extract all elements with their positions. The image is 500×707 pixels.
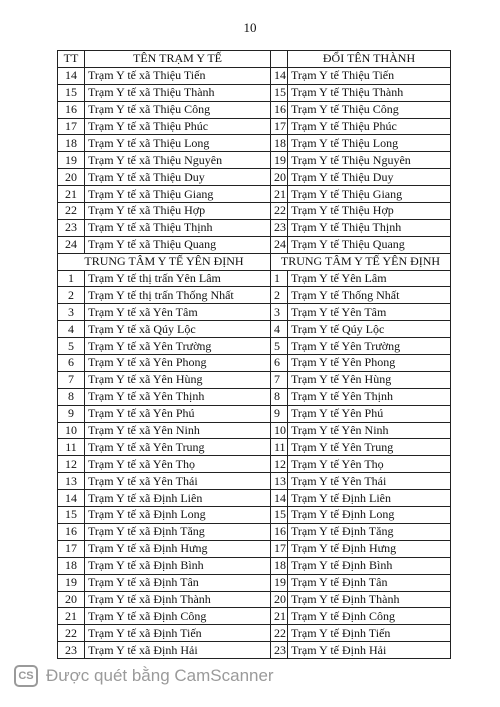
watermark-text: Được quét bằng CamScanner <box>46 666 274 685</box>
row-number-new: 23 <box>271 642 288 659</box>
table-row <box>58 118 451 135</box>
header-station-name: TÊN TRẠM Y TẾ <box>85 51 271 68</box>
station-new-name: Trạm Y tế Định Bình <box>288 557 451 574</box>
table-row <box>58 456 451 473</box>
table-row <box>58 473 451 490</box>
row-number: 11 <box>58 439 85 456</box>
row-number-new: 17 <box>271 540 288 557</box>
row-number-new: 10 <box>271 422 288 439</box>
row-number-new: 20 <box>271 591 288 608</box>
table-row <box>58 540 451 557</box>
table-row <box>58 186 451 203</box>
row-number: 18 <box>58 135 85 152</box>
row-number: 12 <box>58 456 85 473</box>
row-number-new: 3 <box>271 304 288 321</box>
station-name: Trạm Y tế xã Thiệu Duy <box>85 169 271 186</box>
row-number-new: 11 <box>271 439 288 456</box>
row-number-new: 14 <box>271 490 288 507</box>
station-new-name: Trạm Y tế Thiệu Hợp <box>288 203 451 220</box>
table-row <box>58 422 451 439</box>
row-number: 21 <box>58 186 85 203</box>
table-row <box>58 203 451 220</box>
row-number: 3 <box>58 304 85 321</box>
row-number: 20 <box>58 591 85 608</box>
station-name: Trạm Y tế xã Thiệu Công <box>85 101 271 118</box>
station-new-name: Trạm Y tế Yên Trường <box>288 338 451 355</box>
row-number: 7 <box>58 371 85 388</box>
station-name: Trạm Y tế xã Qúy Lộc <box>85 321 271 338</box>
table-row <box>58 304 451 321</box>
row-number: 24 <box>58 236 85 253</box>
page-number: 10 <box>243 20 257 35</box>
station-name: Trạm Y tế xã Thiệu Thành <box>85 84 271 101</box>
station-new-name: Trạm Y tế Thiệu Phúc <box>288 118 451 135</box>
station-new-name: Trạm Y tế Định Long <box>288 507 451 524</box>
row-number: 8 <box>58 388 85 405</box>
station-name: Trạm Y tế xã Định Bình <box>85 557 271 574</box>
table-row <box>58 642 451 659</box>
row-number: 19 <box>58 152 85 169</box>
station-name: Trạm Y tế xã Định Tiến <box>85 625 271 642</box>
row-number-new: 19 <box>271 574 288 591</box>
row-number: 14 <box>58 67 85 84</box>
table-row <box>58 405 451 422</box>
station-name: Trạm Y tế xã Định Tân <box>85 574 271 591</box>
row-number: 13 <box>58 473 85 490</box>
station-new-name: Trạm Y tế Yên Trung <box>288 439 451 456</box>
row-number: 9 <box>58 405 85 422</box>
station-new-name: Trạm Y tế Định Hưng <box>288 540 451 557</box>
table-row <box>58 507 451 524</box>
row-number-new: 2 <box>271 287 288 304</box>
row-number-new: 7 <box>271 371 288 388</box>
station-name: Trạm Y tế xã Thiệu Phúc <box>85 118 271 135</box>
row-number: 1 <box>58 270 85 287</box>
station-name: Trạm Y tế xã Yên Phong <box>85 355 271 372</box>
row-number: 16 <box>58 523 85 540</box>
row-number: 16 <box>58 101 85 118</box>
row-number-new: 18 <box>271 135 288 152</box>
station-new-name: Trạm Y tế Định Thành <box>288 591 451 608</box>
station-name: Trạm Y tế xã Yên Trường <box>85 338 271 355</box>
station-name: Trạm Y tế xã Định Long <box>85 507 271 524</box>
row-number-new: 6 <box>271 355 288 372</box>
table-header-row <box>58 51 451 68</box>
table-row <box>58 557 451 574</box>
station-new-name: Trạm Y tế Thiệu Công <box>288 101 451 118</box>
section-title-new: TRUNG TÂM Y TẾ YÊN ĐỊNH <box>271 253 451 270</box>
station-new-name: Trạm Y tế Yên Thái <box>288 473 451 490</box>
row-number: 20 <box>58 169 85 186</box>
table-row <box>58 287 451 304</box>
table-row <box>58 338 451 355</box>
row-number-new: 20 <box>271 169 288 186</box>
row-number: 6 <box>58 355 85 372</box>
row-number-new: 19 <box>271 152 288 169</box>
row-number-new: 17 <box>271 118 288 135</box>
row-number: 17 <box>58 118 85 135</box>
station-name: Trạm Y tế xã Yên Phú <box>85 405 271 422</box>
row-number: 15 <box>58 507 85 524</box>
station-new-name: Trạm Y tế Yên Phú <box>288 405 451 422</box>
station-new-name: Trạm Y tế Yên Tâm <box>288 304 451 321</box>
station-name: Trạm Y tế xã Thiệu Tiến <box>85 67 271 84</box>
row-number: 4 <box>58 321 85 338</box>
header-tt: TT <box>58 51 85 68</box>
station-name: Trạm Y tế thị trấn Yên Lâm <box>85 270 271 287</box>
station-new-name: Trạm Y tế Định Liên <box>288 490 451 507</box>
station-name: Trạm Y tế xã Yên Tâm <box>85 304 271 321</box>
station-name: Trạm Y tế xã Yên Thái <box>85 473 271 490</box>
row-number-new: 16 <box>271 101 288 118</box>
station-new-name: Trạm Y tế Định Công <box>288 608 451 625</box>
row-number-new: 18 <box>271 557 288 574</box>
row-number-new: 22 <box>271 625 288 642</box>
row-number: 14 <box>58 490 85 507</box>
table-row <box>58 270 451 287</box>
table-row <box>58 574 451 591</box>
station-new-name: Trạm Y tế Định Tân <box>288 574 451 591</box>
station-new-name: Trạm Y tế Qúy Lộc <box>288 321 451 338</box>
row-number: 21 <box>58 608 85 625</box>
station-name: Trạm Y tế xã Thiệu Giang <box>85 186 271 203</box>
row-number-new: 15 <box>271 507 288 524</box>
row-number: 15 <box>58 84 85 101</box>
table-row <box>58 625 451 642</box>
station-new-name: Trạm Y tế Thiệu Thịnh <box>288 219 451 236</box>
station-new-name: Trạm Y tế Thiệu Thành <box>288 84 451 101</box>
station-name: Trạm Y tế xã Định Hưng <box>85 540 271 557</box>
station-name: Trạm Y tế xã Thiệu Nguyên <box>85 152 271 169</box>
row-number-new: 8 <box>271 388 288 405</box>
table-row <box>58 490 451 507</box>
table-row <box>58 371 451 388</box>
station-name: Trạm Y tế xã Yên Trung <box>85 439 271 456</box>
row-number: 2 <box>58 287 85 304</box>
station-name: Trạm Y tế xã Yên Hùng <box>85 371 271 388</box>
row-number-new: 21 <box>271 186 288 203</box>
row-number: 22 <box>58 203 85 220</box>
station-new-name: Trạm Y tế Thiệu Duy <box>288 169 451 186</box>
row-number-new: 9 <box>271 405 288 422</box>
station-name: Trạm Y tế xã Định Thành <box>85 591 271 608</box>
station-new-name: Trạm Y tế Thiệu Long <box>288 135 451 152</box>
row-number-new: 22 <box>271 203 288 220</box>
table-body <box>58 67 451 658</box>
station-new-name: Trạm Y tế Yên Lâm <box>288 270 451 287</box>
station-new-name: Trạm Y tế Yên Ninh <box>288 422 451 439</box>
header-new-name: ĐỔI TÊN THÀNH <box>288 51 451 68</box>
table-row <box>58 219 451 236</box>
table-row <box>58 591 451 608</box>
station-name: Trạm Y tế xã Thiệu Thịnh <box>85 219 271 236</box>
row-number: 5 <box>58 338 85 355</box>
health-station-table <box>57 50 451 659</box>
row-number-new: 23 <box>271 219 288 236</box>
row-number: 18 <box>58 557 85 574</box>
row-number-new: 24 <box>271 236 288 253</box>
row-number-new: 16 <box>271 523 288 540</box>
table-row <box>58 84 451 101</box>
row-number-new: 1 <box>271 270 288 287</box>
station-name: Trạm Y tế xã Định Công <box>85 608 271 625</box>
station-name: Trạm Y tế xã Thiệu Quang <box>85 236 271 253</box>
table-row <box>58 388 451 405</box>
station-name: Trạm Y tế thị trấn Thống Nhất <box>85 287 271 304</box>
row-number-new: 15 <box>271 84 288 101</box>
table-row <box>58 321 451 338</box>
station-name: Trạm Y tế xã Yên Thọ <box>85 456 271 473</box>
row-number-new: 5 <box>271 338 288 355</box>
section-header-row <box>58 253 451 270</box>
row-number: 23 <box>58 219 85 236</box>
row-number: 19 <box>58 574 85 591</box>
camscanner-logo-icon: CS <box>14 665 38 687</box>
station-name: Trạm Y tế xã Định Hải <box>85 642 271 659</box>
station-new-name: Trạm Y tế Thiệu Quang <box>288 236 451 253</box>
table-row <box>58 608 451 625</box>
camscanner-watermark <box>14 663 274 689</box>
row-number-new: 4 <box>271 321 288 338</box>
station-name: Trạm Y tế xã Yên Ninh <box>85 422 271 439</box>
station-new-name: Trạm Y tế Định Tăng <box>288 523 451 540</box>
row-number: 22 <box>58 625 85 642</box>
station-new-name: Trạm Y tế Yên Phong <box>288 355 451 372</box>
station-new-name: Trạm Y tế Định Hải <box>288 642 451 659</box>
table-row <box>58 236 451 253</box>
station-name: Trạm Y tế xã Thiệu Hợp <box>85 203 271 220</box>
table-row <box>58 355 451 372</box>
table-row <box>58 101 451 118</box>
station-name: Trạm Y tế xã Thiệu Long <box>85 135 271 152</box>
station-name: Trạm Y tế xã Yên Thịnh <box>85 388 271 405</box>
table-row <box>58 169 451 186</box>
row-number-new: 14 <box>271 67 288 84</box>
station-new-name: Trạm Y tế Thiệu Tiến <box>288 67 451 84</box>
station-new-name: Trạm Y tế Yên Thọ <box>288 456 451 473</box>
station-name: Trạm Y tế xã Định Liên <box>85 490 271 507</box>
station-new-name: Trạm Y tế Thống Nhất <box>288 287 451 304</box>
station-new-name: Trạm Y tế Thiệu Giang <box>288 186 451 203</box>
row-number-new: 13 <box>271 473 288 490</box>
station-new-name: Trạm Y tế Thiệu Nguyên <box>288 152 451 169</box>
row-number-new: 21 <box>271 608 288 625</box>
row-number: 17 <box>58 540 85 557</box>
station-new-name: Trạm Y tế Yên Hùng <box>288 371 451 388</box>
row-number: 23 <box>58 642 85 659</box>
station-new-name: Trạm Y tế Định Tiến <box>288 625 451 642</box>
station-new-name: Trạm Y tế Yên Thịnh <box>288 388 451 405</box>
table-row <box>58 439 451 456</box>
section-title: TRUNG TÂM Y TẾ YÊN ĐỊNH <box>58 253 271 270</box>
header-blank <box>271 51 288 68</box>
table-row <box>58 67 451 84</box>
row-number-new: 12 <box>271 456 288 473</box>
table-row <box>58 152 451 169</box>
station-name: Trạm Y tế xã Định Tăng <box>85 523 271 540</box>
table-row <box>58 523 451 540</box>
table-row <box>58 135 451 152</box>
row-number: 10 <box>58 422 85 439</box>
